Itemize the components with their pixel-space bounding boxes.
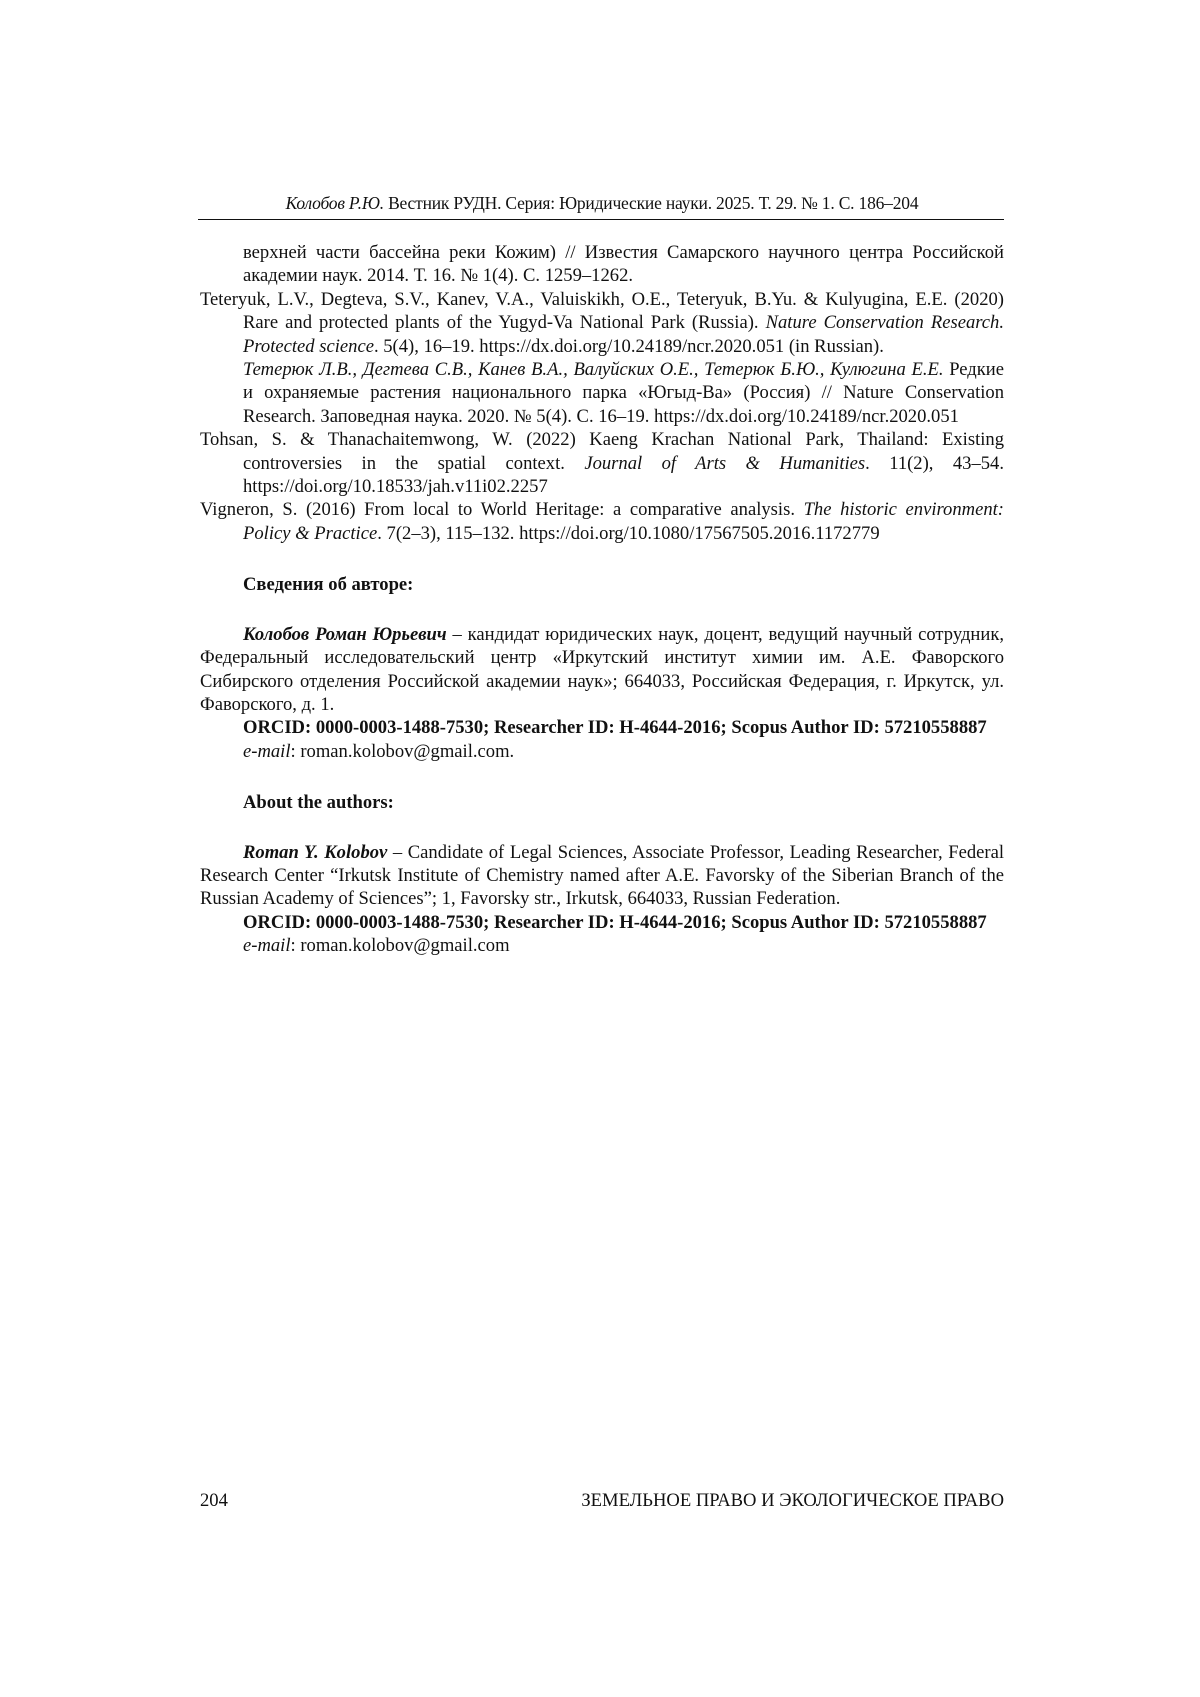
author-ids-ru: ORCID: 0000-0003-1488-7530; Researcher ID: H-4644-2016; Scopus Author ID: 57210558887 [243, 717, 987, 739]
author-bio-en [200, 841, 1004, 911]
header-journal: Вестник РУДН. Серия: Юридические науки. 2025. Т. 29. № 1. С. 186–204 [388, 193, 919, 213]
reference-text: верхней части бассейна реки Кожим) // Известия Самарского научного центра Российской академии наук. 2014. Т. 16. № 1(4). С. 1259–1262. [243, 242, 1004, 287]
reference-text: Tohsan, S. & Thanachaitemwong, W. (2022) Kaeng Krachan National Park, Thailand: Existing controversies in the spatial context. [200, 429, 1004, 474]
author-bio-text: – Candidate of Legal Sciences, Associate Professor, Leading Researcher, Federal Research Center “Irkutsk Institute of Chemistry named after A.E. Favorsky of the Siberian Branch of the Russian Academy of Sciences”; 1, Favorsky str., Irkutsk, 664033, Russian Federation. [200, 841, 1004, 910]
author-info-heading-en: About the authors: [243, 792, 394, 814]
document-body [200, 241, 1004, 958]
author-bio-ru [200, 623, 1004, 717]
author-email-en [200, 934, 1004, 957]
reference-text: . 7(2–3), 115–132. https://doi.org/10.1080/17567505.2016.1172779 [377, 522, 880, 544]
header-author: Колобов Р.Ю. [285, 193, 384, 213]
reference-text: Teteryuk, L.V., Degteva, S.V., Kanev, V.A., Valuiskikh, O.E., Teteryuk, B.Yu. & Kulyugina, E.E. (2020) Rare and protected plants of the Yugyd-Va National Park (Russia). [200, 288, 1004, 334]
reference-vigneron [200, 498, 1004, 545]
reference-teteryuk-ru [200, 358, 1004, 428]
header-rule [198, 219, 1004, 220]
email-address: : roman.kolobov@gmail.com. [290, 740, 515, 762]
email-label: e-mail [243, 740, 291, 762]
author-bio-text: – кандидат юридических наук, доцент, ведущий научный сотрудник, Федеральный исследовательский центр «Иркутский институт химии им. А.Е. Фаворского Сибирского отделения Российской академии наук»; 664033, Российская Федерация, г. Иркутск, ул. Фаворского, д. 1. [200, 623, 1004, 715]
section-rubric: ЗЕМЕЛЬНОЕ ПРАВО И ЭКОЛОГИЧЕСКОЕ ПРАВО [581, 1490, 1004, 1511]
reference-journal: Nature Conservation Research. Protected science [243, 312, 1004, 357]
reference-text: Редкие и охраняемые растения национального парка «Югыд-Ва» (Россия) // Nature Conservation Research. Заповедная наука. 2020. № 5(4). С. 16–19. https://dx.doi.org/10.24189/ncr.2020.051 [243, 359, 1004, 427]
author-ids-en: ORCID: 0000-0003-1488-7530; Researcher ID: H-4644-2016; Scopus Author ID: 57210558887 [243, 911, 987, 933]
reference-journal: Journal of Arts & Humanities [584, 452, 866, 474]
reference-text: . 11(2), 43–54. https://doi.org/10.18533/jah.v11i02.2257 [243, 452, 1004, 498]
reference-tohsan [200, 428, 1004, 498]
reference-authors: Тетерюк Л.В., Дегтева С.В., Канев В.А., Валуйских О.Е., Тетерюк Б.Ю., Кулюгина Е.Е. [243, 359, 944, 381]
page-number: 204 [200, 1490, 228, 1511]
reference-journal: The historic environment: Policy & Practice [243, 499, 1004, 544]
reference-teteryuk [200, 288, 1004, 358]
reference-text: . 5(4), 16–19. https://dx.doi.org/10.24189/ncr.2020.051 (in Russian). [373, 335, 884, 357]
author-name: Колобов Роман Юрьевич [243, 623, 447, 645]
running-header [200, 193, 1004, 214]
author-info-heading-ru: Сведения об авторе: [243, 574, 414, 596]
author-name: Roman Y. Kolobov [243, 841, 388, 863]
author-email-ru [200, 740, 1004, 763]
email-label: e-mail [243, 935, 291, 957]
reference-text: Vigneron, S. (2016) From local to World Heritage: a comparative analysis. [200, 499, 804, 521]
email-address: : roman.kolobov@gmail.com [290, 935, 510, 957]
reference-continuation [200, 241, 1004, 288]
